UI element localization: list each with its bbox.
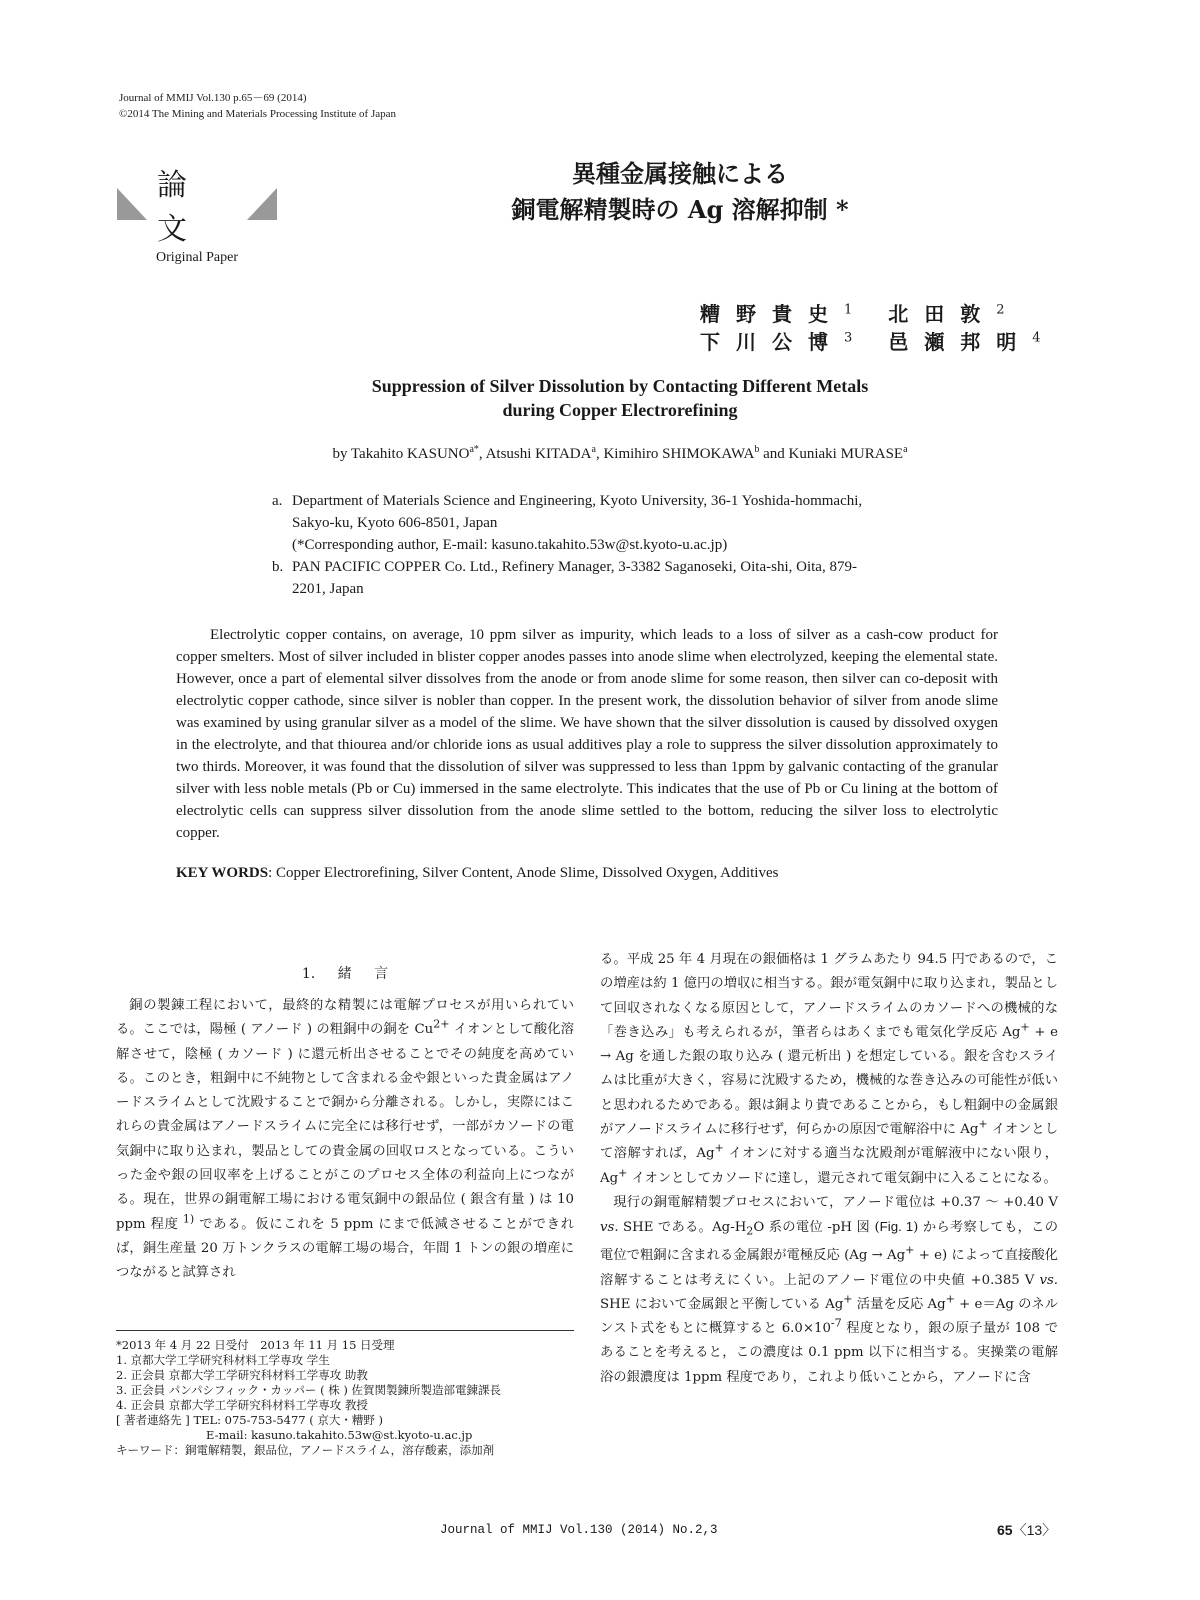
superscript: -7 xyxy=(830,1316,842,1330)
contact-info: [ 著者連絡先 ] TEL: 075-753-5477 ( 京大・糟野 ) xyxy=(116,1413,384,1427)
author-3-mark: b xyxy=(754,444,760,455)
body-paragraph xyxy=(600,1191,1058,1390)
footnote-1: 1. 京都大学工学研究科材料工学専攻 学生 xyxy=(116,1353,330,1367)
keywords-label: KEY WORDS xyxy=(176,865,269,881)
reference-mark: 1) xyxy=(178,1212,195,1226)
text-run: + e＝Ag のネルンスト式をもとに概算すると 6.0×10 xyxy=(600,1296,1058,1337)
text-run: + e → Ag を通した銀の取り込み ( 還元析出 ) を想定している。銀を含むスライムは比重が大きく，容易に沈殿するため，機械的な巻き込みの可能性が低いと思われるためである。銀は銅より貴であることから，もし粗銅中の金属銀がアノードスライムに移行せず，何らかの原因で電解浴中に Ag xyxy=(600,1024,1058,1138)
subscript: 2 xyxy=(746,1224,754,1238)
keywords xyxy=(176,862,998,884)
copyright-line: ©2014 The Mining and Materials Processing Institute of Japan xyxy=(119,108,396,120)
jp-author-2-mark: 2 xyxy=(996,302,1005,318)
superscript: + xyxy=(843,1292,853,1306)
text-run: SHE である。Ag-H xyxy=(618,1220,747,1236)
byline-sep: and xyxy=(759,446,789,462)
jp-author-1-mark: 1 xyxy=(844,302,853,318)
english-title-line1: Suppression of Silver Dissolution by Contacting Different Metals xyxy=(371,376,869,396)
japanese-title-line1: 異種金属接触による xyxy=(572,159,788,188)
footnote-divider xyxy=(116,1330,574,1331)
footnote-3: 3. 正会員 パンパシフィック・カッパー ( 株 ) 佐賀関製錬所製造部電錬課長 xyxy=(116,1383,502,1397)
italic-vs: vs. xyxy=(600,1220,619,1236)
body-paragraph xyxy=(116,994,574,1286)
text-run: SHE において金属銀と平衡している Ag xyxy=(600,1296,844,1312)
italic-vs: vs. xyxy=(1039,1272,1058,1288)
jp-author-3: 下川公博 xyxy=(700,330,844,354)
superscript: + xyxy=(714,1141,724,1155)
byline-sep: , xyxy=(595,446,604,462)
jp-author-4: 邑瀬邦明 xyxy=(888,330,1033,354)
corresponding-author: (*Corresponding author, E-mail: kasuno.takahito.53w@st.kyoto-u.ac.jp) xyxy=(292,537,728,553)
journal-citation: Journal of MMIJ Vol.130 p.65－69 (2014) xyxy=(119,92,307,104)
affiliation-a-line1: Department of Materials Science and Engineering, Kyoto University, 36-1 Yoshida-hommachi, xyxy=(292,493,863,509)
jp-author-1: 糟野貴史 xyxy=(700,302,844,326)
text-run: 現行の銅電解精製プロセスにおいて，アノード電位は +0.37 ～ +0.40 V xyxy=(613,1194,1058,1210)
author-4-mark: a xyxy=(903,444,908,455)
byline-sep: , xyxy=(478,446,486,462)
jp-author-2: 北田敦 xyxy=(888,302,997,326)
text-run: イオンとして酸化溶解させて，陰極 ( カソード ) に還元析出させることでその純度を高めている。このとき，粗銅中に不純物として含まれる金や銀といった貴金属はアノードスライムとして沈殿することで銅から分離される。しかし，実際にはこれらの貴金属はアノードスライムに完全には移行せず，一部がカソードの電気銅中に取り込まれ，製品としての貴金属の回収ロスとなっている。こういった金や銀の回収率を上げることがこのプロセス全体の利益向上につながる。現在，世界の銅電解工場における電気銅中の銀品位 ( 銀含有量 ) は 10 ppm 程度 xyxy=(116,1022,574,1232)
paper-type-jp: 論文 xyxy=(157,168,201,247)
footnotes xyxy=(116,1338,586,1458)
text-run: ) から考察しても，この電位で粗銅に含まれる金属銀が電極反応 (Ag → Ag xyxy=(600,1220,1058,1264)
text-run: る。平成 25 年 4 月現在の銀価格は 1 グラムあたり 94.5 円であるので，この増産は約 1 億円の増収に相当する。銀が電気銅中に取り込まれ，製品として回収されなくなる原因として，アノードスライムのカソードへの機械的な「巻き込み」も考えられるが，筆者らはあくまでも電気化学反応 Ag xyxy=(600,952,1058,1040)
author-2: Atsushi KITADA xyxy=(485,446,592,462)
keywords-text: : Copper Electrorefining, Silver Content, Anode Slime, Dissolved Oxygen, Additives xyxy=(268,865,779,881)
text-run: 銅の製錬工程において，最終的な精製には電解プロセスが用いられている。ここでは，陽極 ( アノード ) の粗銅中の銅を Cu xyxy=(116,998,574,1038)
jp-author-3-mark: 3 xyxy=(844,330,853,346)
section-title: 緒 言 xyxy=(337,966,389,982)
author-2-mark: a xyxy=(591,444,596,455)
affiliation-b xyxy=(272,556,992,600)
page-number xyxy=(997,1520,1056,1540)
japanese-title xyxy=(420,156,940,228)
footnote-4: 4. 正会員 京都大学工学研究科材料工学専攻 教授 xyxy=(116,1398,368,1412)
japanese-title-line2: 銅電解精製時の Ag 溶解抑制 * xyxy=(511,195,849,224)
text-run: 程度となり，銀の原子量が 108 であることを考えると，この濃度は 0.1 ppm 以下に相当する。実操業の電解浴の銀濃度は 1ppm 程度であり，これより低いことから，アノードに含 xyxy=(600,1321,1058,1385)
journal-info xyxy=(119,90,396,122)
text-run: + e) によって直接酸化溶解することは考えにくい。上記のアノード電位の中央値 +0.385 V xyxy=(600,1248,1058,1288)
page-number-main: 65 xyxy=(997,1522,1013,1538)
right-column xyxy=(600,948,1058,1390)
author-1-mark: a* xyxy=(469,444,479,455)
japanese-authors xyxy=(700,300,1047,356)
affiliation-a xyxy=(272,490,992,556)
english-title xyxy=(200,374,1040,422)
text-run: 活量を反応 Ag xyxy=(852,1296,946,1312)
author-3: Kimihiro SHIMOKAWA xyxy=(603,446,755,462)
figure-reference-link[interactable]: Fig. 1 xyxy=(879,1219,914,1235)
text-run: イオンとして溶解すれば，Ag xyxy=(600,1122,1058,1162)
section-heading xyxy=(116,963,574,983)
text-run: である。仮にこれを 5 ppm にまで低減させることができれば，銅生産量 20 万トンクラスの電解工場の場合，年間 1 トンの銀の増産につながると試算され xyxy=(116,1216,574,1281)
superscript: + xyxy=(618,1166,628,1180)
author-1: Takahito KASUNO xyxy=(350,446,470,462)
byline-prefix: by xyxy=(332,446,351,462)
affiliation-a-line2: Sakyo-ku, Kyoto 606-8501, Japan xyxy=(292,515,498,531)
author-4: Kuniaki MURASE xyxy=(788,446,904,462)
superscript: + xyxy=(945,1292,955,1306)
footnote-2: 2. 正会員 京都大学工学研究科材料工学専攻 助教 xyxy=(116,1368,368,1382)
jp-author-4-mark: 4 xyxy=(1032,330,1041,346)
superscript: + xyxy=(978,1117,988,1131)
english-title-line2: during Copper Electrorefining xyxy=(502,400,738,420)
superscript: 2+ xyxy=(433,1017,450,1031)
right-triangle-ornament xyxy=(247,188,277,220)
affiliations xyxy=(272,490,992,600)
left-triangle-ornament xyxy=(117,188,147,220)
left-column xyxy=(116,994,574,1286)
body-paragraph xyxy=(600,948,1058,1191)
text-run: イオンとしてカソードに達し，還元されて電気銅中に入ることになる。 xyxy=(627,1170,1057,1186)
page-number-sub: 〈13〉 xyxy=(1012,1522,1057,1538)
text-run: イオンに対する適当な沈殿剤が電解液中にない限り，Ag xyxy=(600,1146,1058,1186)
paper-type-badge xyxy=(117,160,277,266)
superscript: + xyxy=(1020,1020,1030,1034)
text-run: O 系の電位 -pH 図 ( xyxy=(753,1220,880,1236)
affiliation-b-line1: PAN PACIFIC COPPER Co. Ltd., Refinery Manager, 3-3382 Saganoseki, Oita-shi, Oita, 879- xyxy=(292,559,857,575)
byline xyxy=(200,446,1040,463)
received-date: *2013 年 4 月 22 日受付 2013 年 11 月 15 日受理 xyxy=(116,1338,395,1352)
japanese-keywords: キーワード：銅電解精製，銀品位，アノードスライム，溶存酸素，添加剤 xyxy=(116,1443,495,1457)
paper-type-en: Original Paper xyxy=(155,250,239,265)
footer-journal: Journal of MMIJ Vol.130 (2014) No.2,3 xyxy=(440,1523,718,1537)
affiliation-label: b. xyxy=(272,559,284,575)
abstract: Electrolytic copper contains, on average, 10 ppm silver as impurity, which leads to a loss of silver as a cash-cow product for copper smelters. Most of silver included in blister copper anodes passes into anode slime when electrolyzed, keeping the elemental state. However, once a part of elemental silver dissolves from the anode or from anode slime for some reason, then silver can co-deposit with electrolytic copper cathode, since silver is nobler than copper. In the present work, the dissolution behavior of silver from anode slime was examined by using granular silver as a model of the slime. We have shown that the silver dissolution is caused by dissolved oxygen in the electrolyte, and that thiourea and/or chloride ions as usual additives play a role to suppress the silver dissolution approximately to two thirds. Moreover, it was found that the dissolution of silver was suppressed to less than 1ppm by galvanic contacting of the granular silver with less noble metals (Pb or Cu) immersed in the same electrolyte. This indicates that the use of Pb or Cu lining at the bottom of electrolytic cells can suppress silver dissolution from the anode slime settled to the bottom, reducing the silver loss to electrolytic copper. xyxy=(176,627,998,841)
affiliation-label: a. xyxy=(272,493,283,509)
contact-email: E-mail: kasuno.takahito.53w@st.kyoto-u.ac.jp xyxy=(206,1428,473,1442)
affiliation-b-line2: 2201, Japan xyxy=(292,581,364,597)
superscript: + xyxy=(905,1243,915,1257)
section-number: 1. xyxy=(301,966,316,982)
